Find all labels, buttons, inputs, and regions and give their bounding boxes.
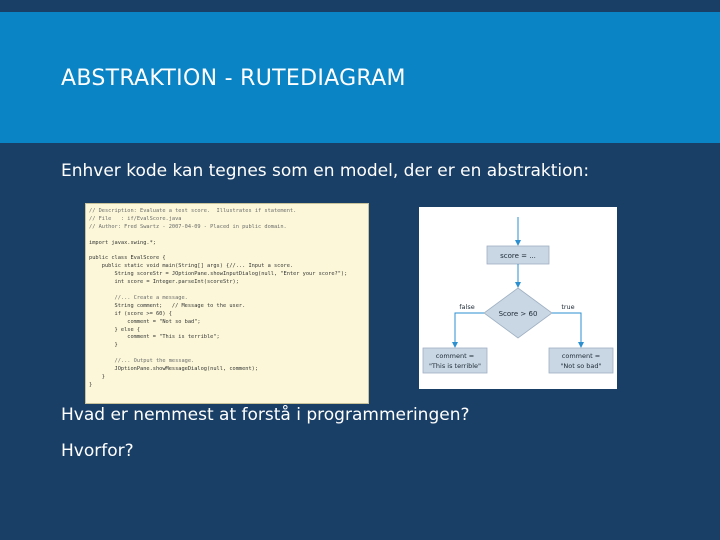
flow-decision-label: Score > 60 [498, 310, 538, 318]
flow-false-box-line2: "This is terrible" [428, 362, 482, 370]
flow-true-box-line2: "Not so bad" [560, 362, 602, 370]
code-line: JOptionPane.showMessageDialog(null, comment); [89, 366, 259, 372]
code-line: // Author: Fred Swartz - 2007-04-09 - Placed in public domain. [89, 223, 287, 230]
top-strip [0, 0, 720, 12]
flow-false-label: false [459, 303, 475, 311]
code-line: //... Create a message. [89, 294, 188, 301]
flow-false-box-line1: comment = [435, 352, 475, 360]
flow-arrow-true [552, 313, 581, 347]
code-line: } else { [89, 326, 141, 333]
code-line: //... Output the message. [89, 358, 195, 365]
intro-text: Enhver kode kan tegnes som en model, der er en abstraktion: [61, 161, 590, 181]
code-line: comment = "This is terrible"; [89, 334, 220, 341]
slide-title: ABSTRAKTION - RUTEDIAGRAM [61, 66, 406, 91]
code-line: } [89, 381, 93, 388]
flowchart [419, 207, 617, 389]
code-line: } [89, 342, 118, 349]
flow-true-label: true [561, 303, 575, 311]
code-line: public class EvalScore { [89, 255, 166, 262]
code-line: String comment; // Message to the user. [89, 302, 246, 309]
flow-true-box-line1: comment = [561, 352, 601, 360]
code-line: import javax.swing.*; [89, 239, 156, 246]
code-listing [85, 203, 369, 404]
code-line: // File : if/EvalScore.java [89, 215, 182, 222]
code-line: comment = "Not so bad"; [89, 318, 201, 325]
question-text: Hvad er nemmest at forstå i programmeringen? [61, 405, 470, 425]
code-line: int score = Integer.parseInt(scoreStr); [89, 279, 239, 286]
code-line: public static void main(String[] args) {//... Input a score. [89, 263, 294, 270]
followup-text: Hvorfor? [61, 441, 134, 461]
flow-arrow-false [455, 313, 484, 347]
code-line: // Description: Evaluate a test score. Illustrates if statement. [89, 208, 297, 214]
code-line: String scoreStr = JOptionPane.showInputDialog(null, "Enter your score?"); [89, 271, 348, 278]
flow-start-label: score = ... [500, 252, 536, 260]
code-line: } [89, 373, 105, 380]
code-line: if (score >= 60) { [89, 310, 172, 317]
